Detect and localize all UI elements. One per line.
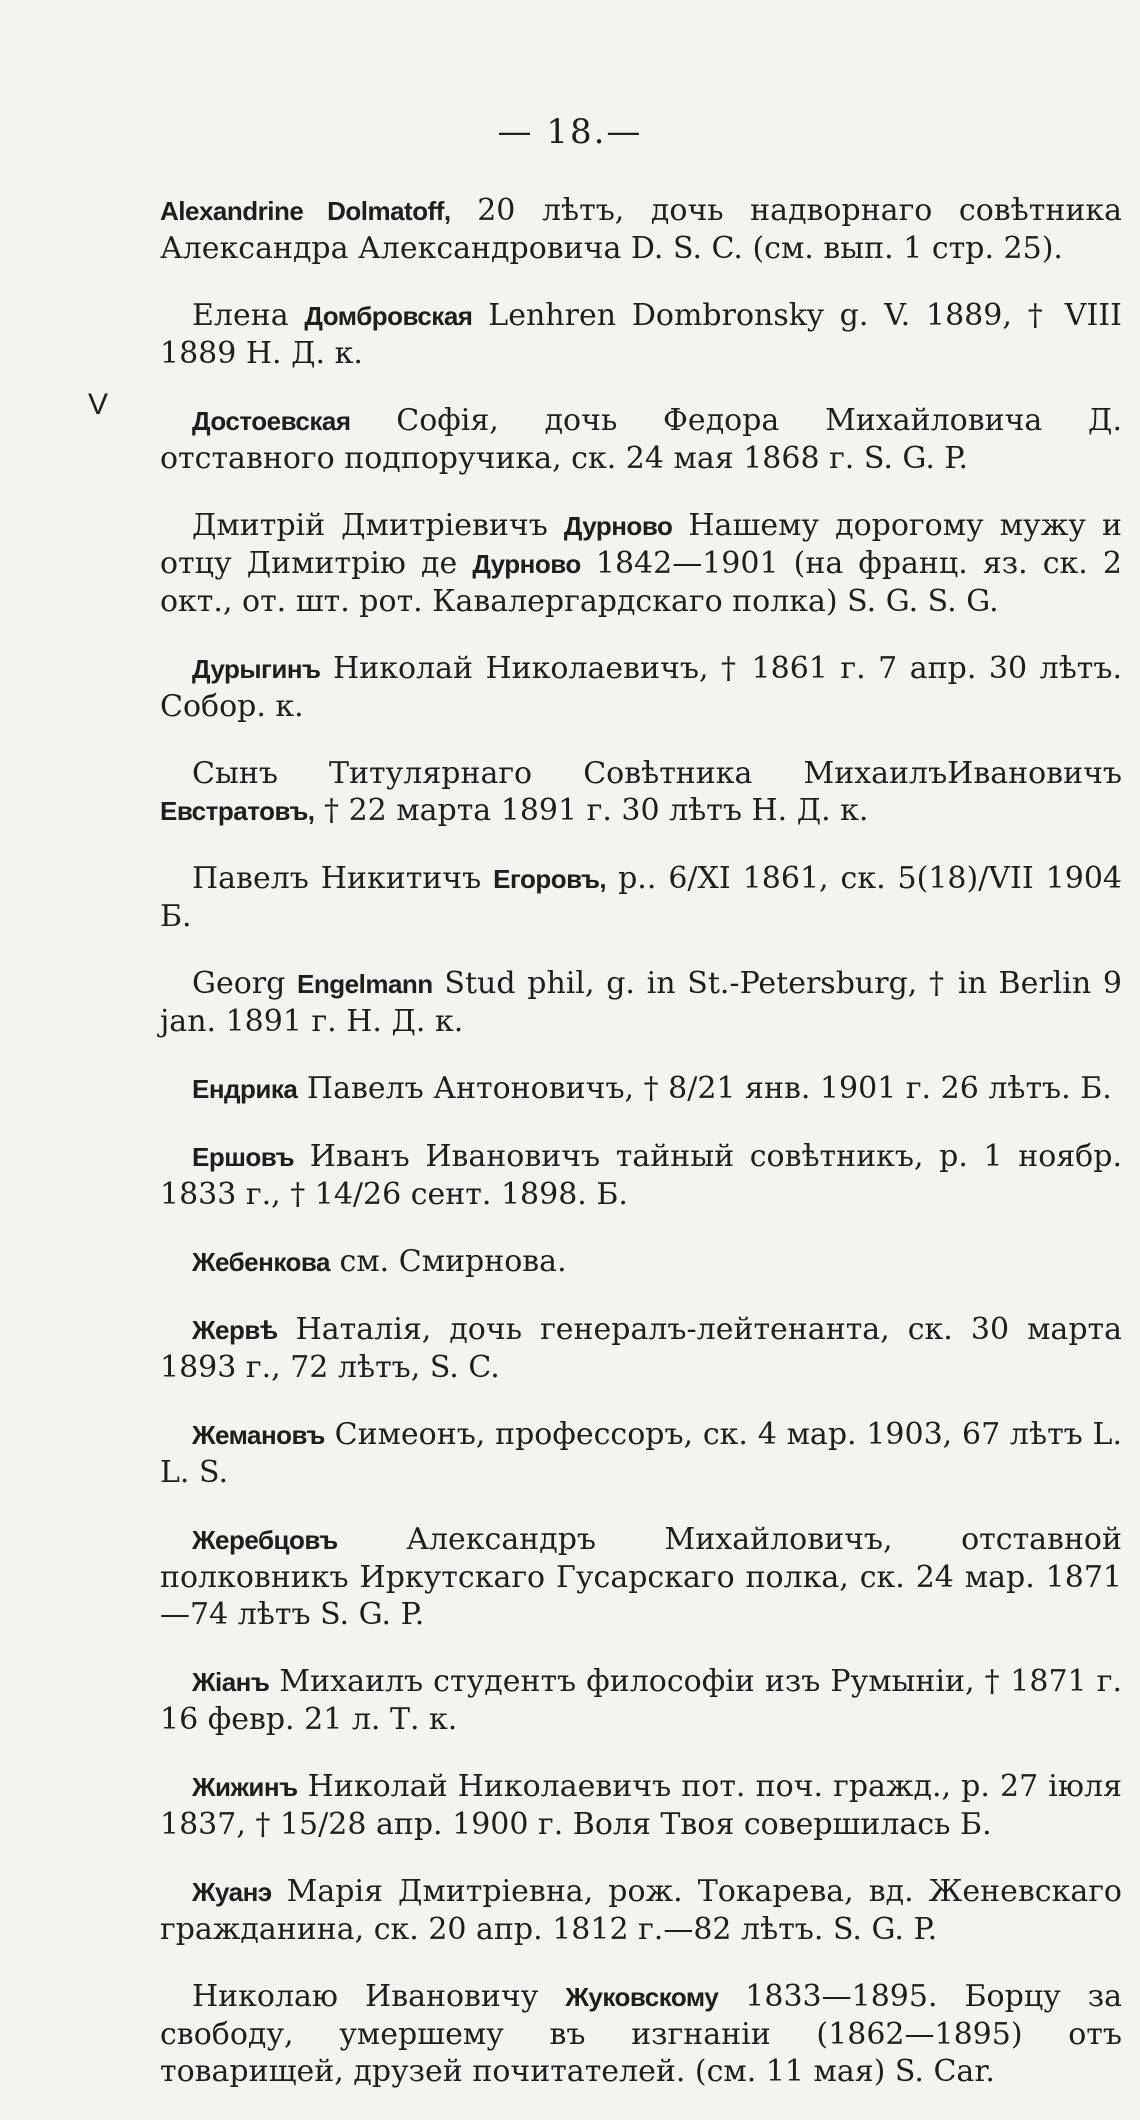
entry: Жебенкова см. Смирнова. <box>192 1244 567 1279</box>
surname: Жеребцовъ <box>192 1525 338 1555</box>
surname: Дурново <box>472 549 581 579</box>
entry: Дурыгинъ Николай Николаевичъ, † 1861 г. 7 апр. 30 лѣтъ. Собор. к. <box>160 651 1122 724</box>
entry: Сынъ Титулярнаго Совѣтника МихаилъИвановичъ Евстратовъ, † 22 марта 1891 г. 30 лѣтъ Н. Д. к. <box>160 756 1122 828</box>
surname: Дурново <box>563 511 673 541</box>
entry: Достоевская Софія, дочь Федора Михайловича Д. отставного подпоручика, ск. 24 мая 1868 г. S. G. P. <box>160 403 1122 476</box>
entry: Дмитрій Дмитріевичъ Дурново Нашему дорогому мужу и отцу Димитрію де Дурново 1842—1901 (на франц. яз. ск. 2 окт., от. шт. рот. Кавалергардскаго полка) S. G. S. G. <box>160 508 1123 619</box>
surname: Жіанъ <box>192 1667 270 1697</box>
surname: Дурыгинъ <box>192 654 321 684</box>
entry: Жіанъ Михаилъ студентъ философіи изъ Румыніи, † 1871 г. 16 февр. 21 л. Т. к. <box>160 1664 1122 1737</box>
surname: Жуковскому <box>565 1982 719 2012</box>
surname: Жижинъ <box>192 1772 298 1802</box>
entry: Georg Engelmann Stud phil, g. in St.-Petersburg, † in Berlin 9 jan. 1891 г. Н. Д. к. <box>160 966 1122 1039</box>
entry: Жеребцовъ Александръ Михайловичъ, отставной полковникъ Иркутскаго Гусарскаго полка, ск. 24 мар. 1871—74 лѣтъ S. G. P. <box>160 1522 1122 1632</box>
entry: Николаю Ивановичу Жуковскому 1833—1895. Борцу за свободу, умершему въ изгнаніи (1862—1895) отъ товарищей, друзей почитателей. (см. 11 мая) S. Car. <box>160 1979 1123 2089</box>
surname: Домбровская <box>304 301 473 331</box>
entry: Жижинъ Николай Николаевичъ пот. поч. гражд., р. 27 іюля 1837, † 15/28 апр. 1900 г. Воля Твоя совершилась Б. <box>160 1769 1122 1842</box>
surname: Евстратовъ, <box>160 796 315 826</box>
entry: Жуанэ Марія Дмитріевна, рож. Токарева, вд. Женевскаго гражданина, ск. 20 апр. 1812 г.—82 лѣтъ. S. G. P. <box>160 1874 1122 1947</box>
surname: Ершовъ <box>192 1142 295 1172</box>
page-number: — 18.— <box>497 112 643 152</box>
surname: Жемановъ <box>192 1420 325 1450</box>
entry: Павелъ Никитичъ Егоровъ, р.. 6/XI 1861, ск. 5(18)/VII 1904 Б. <box>160 861 1122 934</box>
surname: Жервѣ <box>192 1315 278 1345</box>
surname: Ендрика <box>192 1074 298 1104</box>
entries-list <box>160 192 1122 2120</box>
surname: Достоевская <box>192 406 351 436</box>
surname: Егоровъ, <box>493 864 607 894</box>
surname: Engelmann <box>297 969 433 999</box>
entry: Жемановъ Симеонъ, профессоръ, ск. 4 мар. 1903, 67 лѣтъ L. L. S. <box>160 1417 1122 1490</box>
surname: Alexandrine Dolmatoff, <box>160 196 451 226</box>
entry: Жервѣ Наталія, дочь генералъ-лейтенанта, ск. 30 марта 1893 г., 72 лѣтъ, S. C. <box>160 1312 1122 1385</box>
margin-check-mark: V <box>88 388 109 421</box>
entry: Alexandrine Dolmatoff, 20 лѣтъ, дочь надворнаго совѣтника Александра Александровича D. S. C. (см. вып. 1 стр. 25). <box>160 193 1122 266</box>
entry: Ендрика Павелъ Антоновичъ, † 8/21 янв. 1901 г. 26 лѣтъ. Б. <box>192 1071 1112 1106</box>
surname: Жуанэ <box>192 1877 272 1907</box>
surname: Жебенкова <box>192 1247 330 1277</box>
entry: Ершовъ Иванъ Ивановичъ тайный совѣтникъ, р. 1 ноябр. 1833 г., † 14/26 сент. 1898. Б. <box>160 1139 1122 1212</box>
entry: Елена Домбровская Lenhren Dombronsky g. V. 1889, † VIII 1889 Н. Д. к. <box>160 298 1123 371</box>
